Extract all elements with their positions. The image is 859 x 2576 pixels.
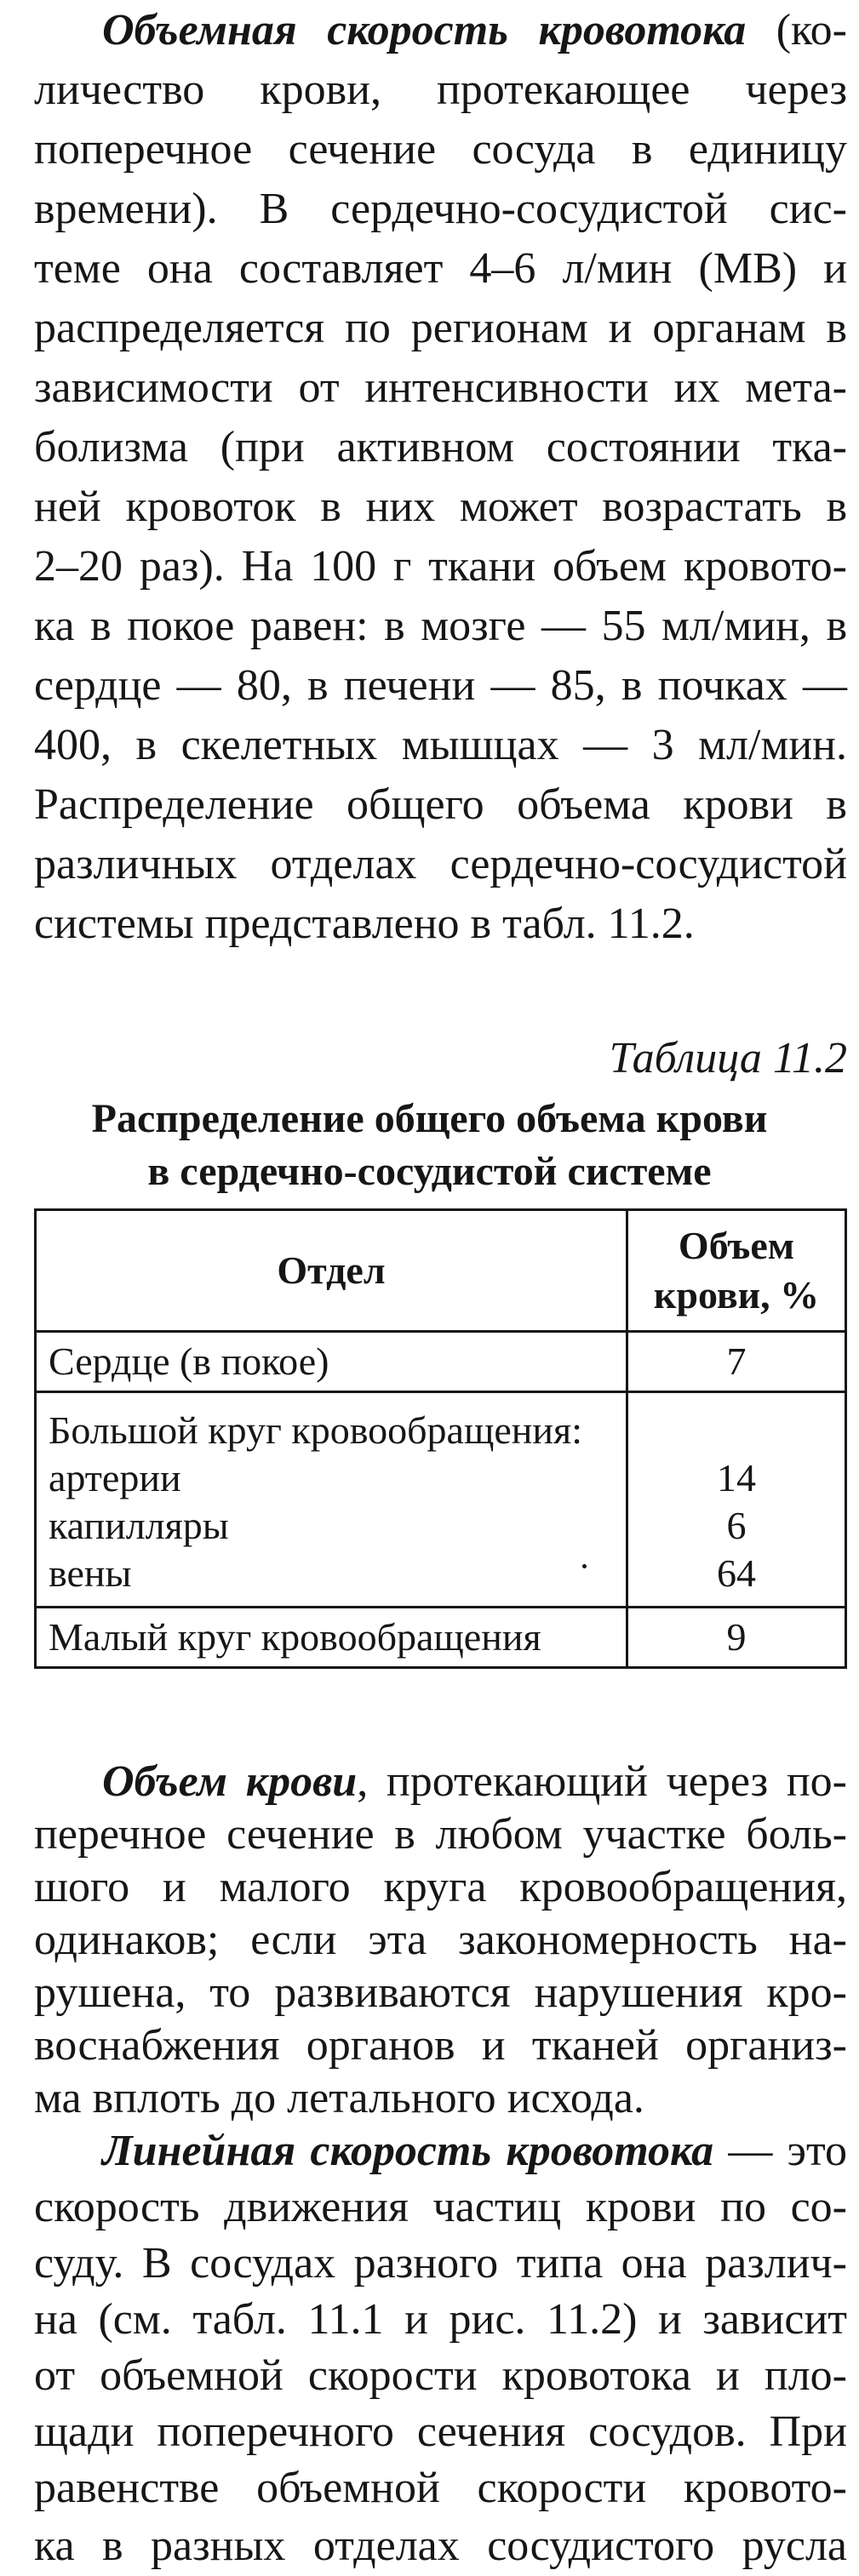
header-blood-volume-line1: Объем xyxy=(678,1224,795,1267)
table-row xyxy=(36,1332,846,1392)
text-line: суду. В сосудах разного типа она различ- xyxy=(34,2239,847,2288)
text-fragment: , протекающий через по- xyxy=(357,1757,847,1806)
text-line: от объемной скорости кровотока и пло- xyxy=(34,2351,847,2400)
text-line: одинаков; если эта закономерность на- xyxy=(34,1916,847,1964)
text-line: равенстве объемной скорости кровото- xyxy=(34,2464,847,2512)
text-line: воснабжения органов и тканей организ- xyxy=(34,2021,847,2070)
row-label: Большой круг кровообращения: xyxy=(49,1408,582,1452)
text-fragment: — это xyxy=(713,2127,848,2175)
row-value: 6 xyxy=(726,1504,747,1547)
blood-volume-table xyxy=(34,1208,847,1669)
text-line: перечное сечение в любом участке боль- xyxy=(34,1810,847,1859)
row-group-values xyxy=(627,1392,846,1608)
text-line: поперечное сечение сосуда в единицу xyxy=(34,125,847,174)
table-caption: Таблица 11.2 xyxy=(609,1034,847,1082)
row-value: 9 xyxy=(627,1608,846,1668)
text-line xyxy=(102,2,847,60)
row-value: 14 xyxy=(717,1456,757,1499)
text-line: 400, в скелетных мышцах — 3 мл/мин. xyxy=(34,721,847,769)
text-line: щади поперечного сечения сосудов. При xyxy=(34,2408,847,2456)
text-line: системы представлено в табл. 11.2. xyxy=(34,900,695,948)
text-line: ка в покое равен: в мозге — 55 мл/мин, в xyxy=(34,602,847,650)
text-line: ней кровоток в них может возрастать в xyxy=(34,483,847,531)
header-section: Отдел xyxy=(36,1210,627,1332)
text-line: рушена, то развиваются нарушения кро- xyxy=(34,1968,847,2017)
term-blood-volume: Объем крови xyxy=(102,1757,358,1806)
text-line: шого и малого круга кровообращения, xyxy=(34,1863,847,1911)
row-label: Малый круг кровообращения xyxy=(36,1608,627,1668)
text-line: 2–20 раз). На 100 г ткани объем кровото- xyxy=(34,542,847,591)
table-row xyxy=(36,1608,846,1668)
text-line: теме она составляет 4–6 л/мин (МВ) и xyxy=(34,244,847,293)
text-line: Распределение общего объема крови в xyxy=(34,780,847,829)
text-line: скорость движения частиц крови по со- xyxy=(34,2183,847,2231)
table-row-group xyxy=(36,1392,846,1608)
row-value xyxy=(640,1407,833,1454)
text-line: ма вплоть до летального исхода. xyxy=(34,2074,644,2122)
text-line: личество крови, протекающее через xyxy=(34,66,847,114)
row-value: 7 xyxy=(627,1332,846,1392)
text-fragment: (ко- xyxy=(776,6,847,54)
text-line: зависимости от интенсивности их мета- xyxy=(34,363,847,412)
text-line: болизма (при активном состоянии тка- xyxy=(34,423,847,471)
row-label: вены xyxy=(49,1551,132,1595)
text-line xyxy=(102,1753,847,1811)
term-volumetric-flow: Объемная скорость кровотока xyxy=(102,6,747,54)
row-label: Сердце (в покое) xyxy=(36,1332,627,1392)
text-line: различных отделах сердечно-сосудистой xyxy=(34,840,847,888)
header-blood-volume-line2: крови, % xyxy=(653,1273,820,1317)
text-line xyxy=(102,2122,847,2180)
row-label: артерии xyxy=(49,1456,181,1499)
text-line: ка в разных отделах сосудистого русла xyxy=(34,2522,847,2570)
table-title-line2: в сердечно-сосудистой системе xyxy=(147,1149,712,1194)
text-line: времени). В сердечно-сосудистой сис- xyxy=(34,185,847,233)
table-title-line1: Распределение общего объема крови xyxy=(91,1096,768,1141)
term-linear-flow: Линейная скорость кровотока xyxy=(102,2127,714,2175)
row-label: капилляры xyxy=(49,1504,229,1547)
row-group-labels xyxy=(36,1392,627,1608)
row-value: 64 xyxy=(717,1551,757,1595)
text-line: на (см. табл. 11.1 и рис. 11.2) и зависит xyxy=(34,2295,847,2344)
print-speck xyxy=(582,1564,587,1568)
header-blood-volume xyxy=(627,1210,846,1332)
text-line: распределяется по регионам и органам в xyxy=(34,304,847,352)
table-header-row xyxy=(36,1210,846,1332)
text-line: сердце — 80, в печени — 85, в почках — xyxy=(34,661,847,710)
